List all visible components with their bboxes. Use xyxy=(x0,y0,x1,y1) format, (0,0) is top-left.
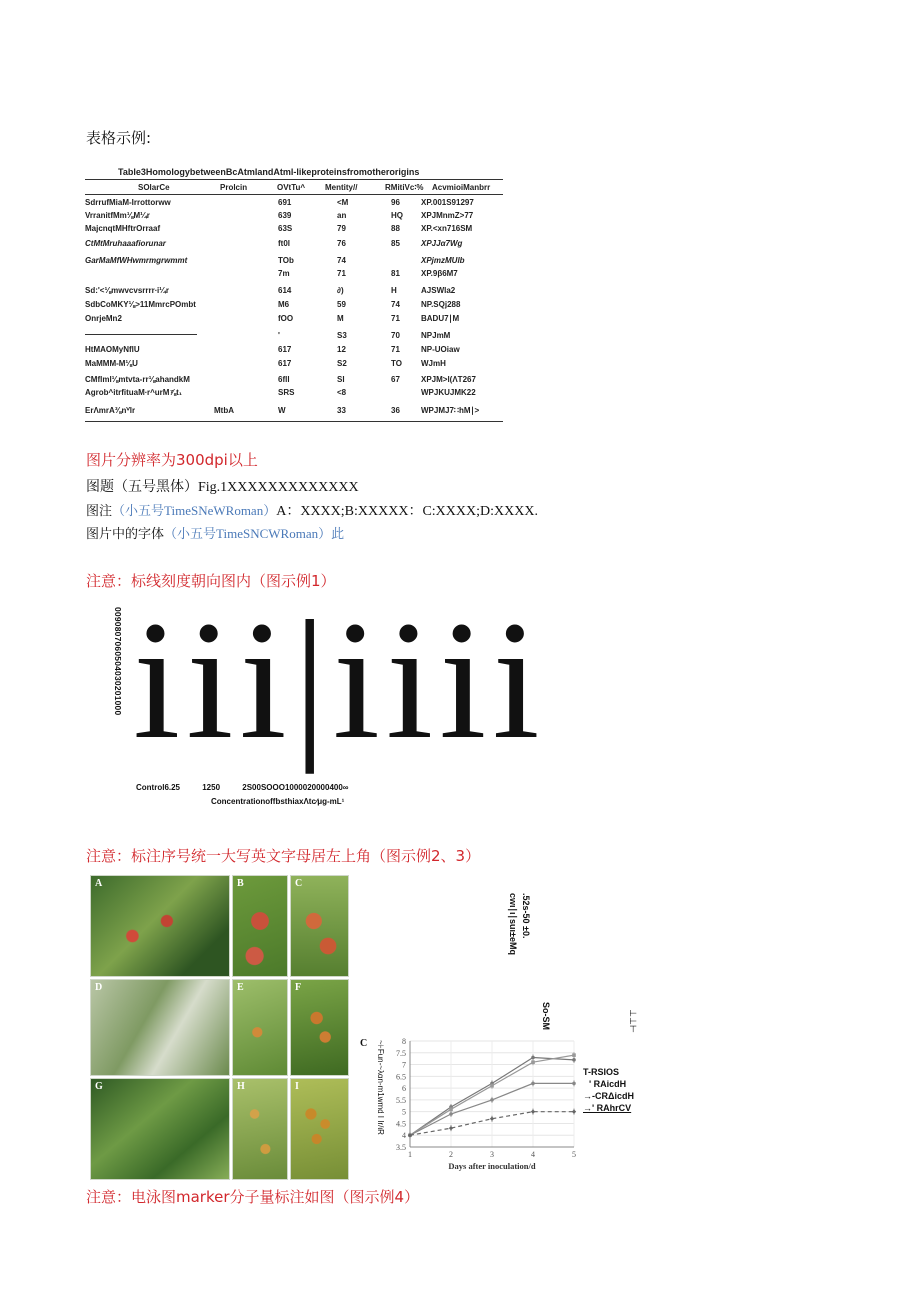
y-tick-label: 5 xyxy=(402,1107,406,1117)
table-cell-acc: XPJM>l(ΛT267 xyxy=(421,375,476,384)
data-point xyxy=(531,1109,535,1113)
x-tick-label: 1 xyxy=(408,1150,412,1159)
table-cell-identity: an xyxy=(337,211,347,220)
x-tick-label: 4 xyxy=(531,1150,535,1159)
table-cell-source: HtMAOMyNflU xyxy=(85,345,140,354)
note-marker-labels: 注意：电泳图marker分子量标注如图（图示例4） xyxy=(86,1188,420,1206)
table-cell-acc: XPJJα7Wg xyxy=(421,239,463,248)
y-tick-label: 3.5 xyxy=(396,1143,406,1152)
table-header-identity: Mentity// xyxy=(325,183,358,192)
table-cell-len: 7m xyxy=(278,269,290,278)
table-header-rule xyxy=(85,194,503,195)
table-cell-acc: XP.001S91297 xyxy=(421,198,474,207)
table-cell-len: 639 xyxy=(278,211,292,220)
table-cell-source: CMflml⅛mtvta-rr⅛ahandkM xyxy=(85,375,190,384)
legend-entry: →-CRΔicdH xyxy=(583,1091,634,1101)
y-tick-label: 5.5 xyxy=(396,1095,406,1105)
table-cell-len: M6 xyxy=(278,300,290,309)
table-cell-len: fOO xyxy=(278,314,294,323)
data-point xyxy=(449,1112,453,1116)
photo-panel-h xyxy=(232,1078,288,1180)
x-axis-label: Days after inoculation/d xyxy=(448,1161,536,1171)
data-point xyxy=(490,1084,494,1088)
figure-title-label: 图题（五号黑体） xyxy=(86,479,198,495)
photo-panel-f xyxy=(290,979,349,1076)
table-cell-identity: 79 xyxy=(337,224,346,233)
table-cell-source: SdbCoMKY⅛>11MmrcPOmbt xyxy=(85,300,196,309)
note-panel-labels: 注意：标注序号统一大写英文字母居左上角（图示例2、3） xyxy=(86,847,481,865)
figure-note-line xyxy=(86,500,538,520)
data-point xyxy=(572,1109,576,1113)
y-tick-label: 4 xyxy=(402,1131,406,1141)
figure-note-hint: （小五号TimeSNeWRoman） xyxy=(112,503,277,518)
table-cell-acc: XPjmzMUlb xyxy=(421,256,465,265)
table-cell-len: ft0l xyxy=(278,239,290,248)
table-cell-identity: 12 xyxy=(337,345,346,354)
table-cell-acc: AJSWla2 xyxy=(421,286,456,295)
figure-title-value: Fig.1XXXXXXXXXXXXX xyxy=(198,480,359,495)
table-cell-identity: <8 xyxy=(337,388,347,397)
data-point xyxy=(449,1126,453,1130)
table-header-accession: AcvmioiManbrr xyxy=(432,183,491,192)
table-cell-acc: XPJMnmZ>77 xyxy=(421,211,474,220)
data-point xyxy=(572,1058,576,1062)
table-cell-len: W xyxy=(278,406,286,415)
right-figure-small-mark: ⊥⊥⊢ xyxy=(626,1009,637,1033)
right-figure-panel-label: C xyxy=(360,1038,368,1049)
table-partial-rule xyxy=(85,334,197,335)
figure-note-value: A：XXXX;B:XXXXX：C:XXXX;D:XXXX. xyxy=(276,504,538,519)
table-cell-source: OnrjeMn2 xyxy=(85,314,122,323)
right-figure-rotated-text-3: So-SM xyxy=(541,1002,551,1030)
table-cell-identity: M xyxy=(337,314,344,323)
y-tick-label: 8 xyxy=(402,1037,406,1046)
table-cell-identity: ∂) xyxy=(337,286,344,295)
table-cell-sim: 81 xyxy=(391,269,400,278)
table-cell-len: 691 xyxy=(278,198,292,207)
note-tick-direction: 注意：标线刻度朝向图内（图示例1） xyxy=(86,572,336,590)
table-cell-identity: 74 xyxy=(337,256,346,265)
table-cell-sim: H xyxy=(391,286,397,295)
table-cell-source: VrranitfMm⅛M¼r xyxy=(85,211,150,220)
table-cell-identity: S2 xyxy=(337,359,347,368)
photo-panel-label: C xyxy=(295,878,303,889)
table-header-protein: Prolcin xyxy=(220,183,248,192)
table-cell-source: Sd:'<⅛mwvcvsrrrr∙i¼r xyxy=(85,286,169,295)
table-cell-sim: 70 xyxy=(391,331,400,340)
bar-figure-xticks: Control6.25 1250 2S00SOOO1000020000400∞ xyxy=(136,783,349,792)
table-cell-source: Agrob^itrfituaM∙r^urM⅞t₁ xyxy=(85,388,183,397)
bar-figure-glyphs: iii|iiii xyxy=(133,586,546,774)
table-cell-len: TOb xyxy=(278,256,294,265)
photo-panel-g xyxy=(90,1078,230,1180)
table-cell-sim: HQ xyxy=(391,211,403,220)
table-cell-acc: XP.9β6M7 xyxy=(421,269,458,278)
photo-panel-d xyxy=(90,979,230,1076)
table-cell-acc: NP-UOiaw xyxy=(421,345,460,354)
resolution-note: 图片分辨率为300dpi以上 xyxy=(86,451,258,469)
y-tick-label: 7.5 xyxy=(396,1048,406,1058)
table-caption: Table3HomologybetweenBcAtmlandAtml-likeproteinsfromotherorigins xyxy=(118,167,420,177)
table-cell-sim: 71 xyxy=(391,314,400,323)
table-cell-len: 617 xyxy=(278,345,292,354)
y-tick-label: 6.5 xyxy=(396,1072,406,1082)
data-point xyxy=(490,1117,494,1121)
bar-figure-yaxis xyxy=(113,607,131,716)
x-tick-label: 2 xyxy=(449,1150,453,1159)
legend-entry: T-RSIOS xyxy=(583,1067,620,1077)
photo-panel-c xyxy=(290,875,349,977)
table-cell-sim: 85 xyxy=(391,239,400,248)
photo-panel-label: G xyxy=(95,1081,103,1092)
table-cell-sim: 74 xyxy=(391,300,400,309)
right-figure-ylabel-text: ~⊦Fun-~λαn-m1wmd I Ir/ιR xyxy=(376,1040,385,1135)
table-cell-acc: NPJmM xyxy=(421,331,451,340)
table-cell-source: ErΛmrA⅜nⱽlr xyxy=(85,406,136,415)
photo-grid xyxy=(90,875,348,1178)
section-heading-table-example: 表格示例: xyxy=(86,129,152,147)
figure-font-suffix: 此 xyxy=(331,527,345,542)
photo-panel-a xyxy=(90,875,230,977)
photo-panel-i xyxy=(290,1078,349,1180)
figure-font-line xyxy=(86,523,344,542)
table-cell-protein: MtbA xyxy=(214,406,234,415)
data-point xyxy=(531,1082,535,1086)
table-cell-acc: WJmH xyxy=(421,359,446,368)
growth-line-chart xyxy=(380,1035,600,1175)
table-cell-source: SdrrufMiaM-Irrottorww xyxy=(85,198,171,207)
data-point xyxy=(531,1056,535,1060)
table-bottom-rule xyxy=(85,421,503,422)
table-header-length: OVtTu^ xyxy=(277,183,306,192)
photo-panel-label: H xyxy=(237,1081,245,1092)
photo-panel-label: E xyxy=(237,982,244,993)
table-cell-len: SRS xyxy=(278,388,295,397)
photo-panel-e xyxy=(232,979,288,1076)
right-figure-rotated-text-2: cwι∣ι∣suι±eMq xyxy=(508,893,518,955)
table-cell-len: 6fll xyxy=(278,375,290,384)
photo-panel-label: I xyxy=(295,1081,299,1092)
table-cell-len: ' xyxy=(278,331,280,340)
table-cell-source: GarMaMfWHwmrmgrwmmt xyxy=(85,256,188,265)
table-cell-len: 617 xyxy=(278,359,292,368)
bar-figure-xlabel: ConcentrationoffbsthiaxΛtc∕μg-mL¹ xyxy=(211,797,345,806)
y-tick-label: 6 xyxy=(402,1084,406,1094)
table-cell-identity: 59 xyxy=(337,300,346,309)
table-cell-acc: NP.SQj288 xyxy=(421,300,461,309)
x-tick-label: 3 xyxy=(490,1150,494,1159)
table-cell-identity: <M xyxy=(337,198,349,207)
data-point xyxy=(531,1060,535,1064)
table-cell-identity: 76 xyxy=(337,239,346,248)
data-point xyxy=(449,1108,453,1112)
table-cell-acc: WPJKUJMK22 xyxy=(421,388,476,397)
figure-note-label: 图注 xyxy=(86,504,113,519)
table-cell-sim: TO xyxy=(391,359,402,368)
photo-panel-label: B xyxy=(237,878,244,889)
table-cell-sim: 67 xyxy=(391,375,400,384)
table-cell-acc: BADU7∣M xyxy=(421,314,460,323)
table-cell-sim: 71 xyxy=(391,345,400,354)
table-top-rule xyxy=(85,179,503,180)
table-cell-source: MajcnqtMHftrOrraaf xyxy=(85,224,161,233)
right-figure-rotated-1 xyxy=(521,893,535,963)
table-cell-sim: 96 xyxy=(391,198,400,207)
photo-panel-b xyxy=(232,875,288,977)
legend-entry: ' RAicdH xyxy=(589,1079,627,1089)
figure-font-hint: （小五号TimeSNCWRoman） xyxy=(164,526,332,541)
figure-font-label: 图片中的字体 xyxy=(86,527,165,542)
right-figure-legend xyxy=(583,1066,634,1114)
data-point xyxy=(572,1053,576,1057)
table-cell-source: MaMMM-M⅛U xyxy=(85,359,138,368)
y-tick-label: 4.5 xyxy=(396,1119,406,1129)
table-header-similarity: RMitiVc∶% xyxy=(385,183,424,192)
photo-panel-label: A xyxy=(95,878,103,889)
data-point xyxy=(490,1098,494,1102)
table-cell-acc: WPJMJ7∷hM∣> xyxy=(421,406,480,415)
table-cell-len: 63S xyxy=(278,224,293,233)
legend-entry: →' RAhrCV xyxy=(583,1103,632,1113)
table-cell-source: CtMtMruhaaafiorunar xyxy=(85,239,166,248)
table-cell-identity: S3 xyxy=(337,331,347,340)
bar-figure-yaxis-labels: 0090807060504030201000 xyxy=(113,607,123,716)
right-figure-rotated-text-1: .52s-50 ±0. xyxy=(521,893,531,939)
table-cell-sim: 36 xyxy=(391,406,400,415)
y-tick-label: 7 xyxy=(402,1060,406,1070)
photo-panel-label: D xyxy=(95,982,103,993)
figure-title-line xyxy=(86,476,359,496)
photo-panel-label: F xyxy=(295,982,302,993)
table-cell-identity: 33 xyxy=(337,406,346,415)
table-header-source: SOlarCe xyxy=(138,183,170,192)
right-figure-rotated-2 xyxy=(507,893,521,963)
x-tick-label: 5 xyxy=(572,1150,576,1159)
table-cell-len: 614 xyxy=(278,286,292,295)
data-point xyxy=(572,1082,576,1086)
table-cell-identity: 71 xyxy=(337,269,346,278)
table-cell-sim: 88 xyxy=(391,224,400,233)
table-cell-acc: XP.<xn716SM xyxy=(421,224,473,233)
table-cell-identity: SI xyxy=(337,375,345,384)
